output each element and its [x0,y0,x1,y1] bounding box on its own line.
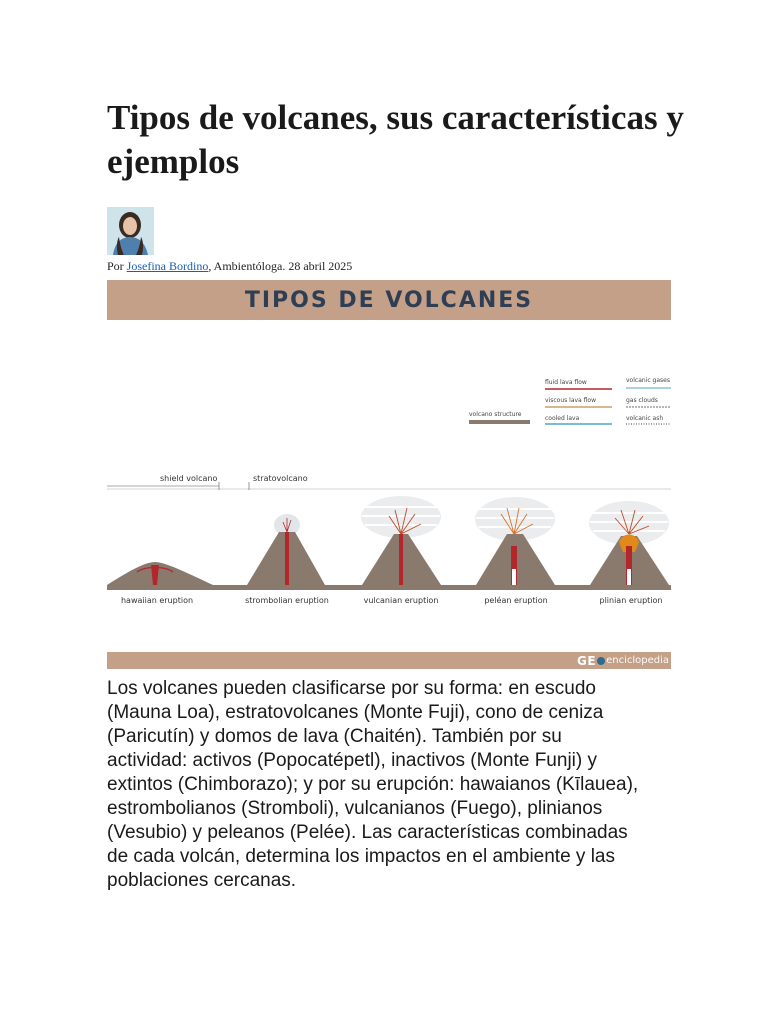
article-body: Los volcanes pueden clasificarse por su forma: en escudo (Mauna Loa), estratovolcanes (Monte Fuji), cono de ceniza (Paricutín) y domos de lava (Chaitén). También por su actividad: activos (Popocatépetl), inactivos (Monte Funji) y extintos (Chimborazo); y por su erupción: hawaianos (Kīlauea), estrombolianos (Stromboli), vulcanianos (Fuego), plinianos (Vesubio) y peleanos (Pelée). Las características combinadas de cada volcán, determina los impactos en el ambiente y las poblaciones cercanas. [107,678,639,891]
infographic-footer-bar [107,652,671,669]
brand-strong: GE [577,653,597,668]
legend-lava-label: cooled lava [545,415,580,422]
eruption-label: plinian eruption [599,596,663,605]
eruption-label: peléan eruption [484,596,548,605]
author-photo-icon [107,207,154,255]
legend [469,377,671,424]
vulcanian-cloud [361,496,441,538]
byline-suffix: , Ambientóloga. 28 abril 2025 [208,259,353,273]
eruption-label: hawaiian eruption [120,596,194,605]
brand-logo [577,652,669,669]
gas-clouds [274,496,669,545]
legend-structure-label: volcano structure [469,411,522,418]
eruption-diagram [107,320,671,652]
stratovolcano-label: stratovolcano [253,474,308,483]
infographic-banner [107,280,671,320]
ground-line [107,585,671,590]
legend-gas-label: volcanic ash [626,415,664,422]
legend-lava-label: fluid lava flow [545,379,587,386]
shield-volcano-label: shield volcano [160,474,218,483]
globe-icon [597,657,605,665]
hawaiian-volcano [107,562,213,585]
legend-lava-label: viscous lava flow [545,397,596,404]
volcano-infographic [107,280,671,670]
legend-gas-label: gas clouds [626,397,658,404]
eruption-label: strombolian eruption [245,596,329,605]
byline-prefix: Por [107,259,127,273]
brand-light: enciclopedia [606,655,669,666]
legend-gas-label: volcanic gases [626,377,670,384]
eruption-label: vulcanian eruption [363,596,439,605]
eruption-labels [121,595,663,605]
legend-structure-swatch [469,420,530,424]
author-avatar [107,207,154,255]
author-link[interactable]: Josefina Bordino [126,259,209,273]
byline [107,258,352,274]
infographic-title: TIPOS DE VOLCANES [244,287,534,313]
article-title: Tipos de volcanes, sus características y ejemplos [107,98,684,181]
volcano-type-labels [107,474,671,490]
